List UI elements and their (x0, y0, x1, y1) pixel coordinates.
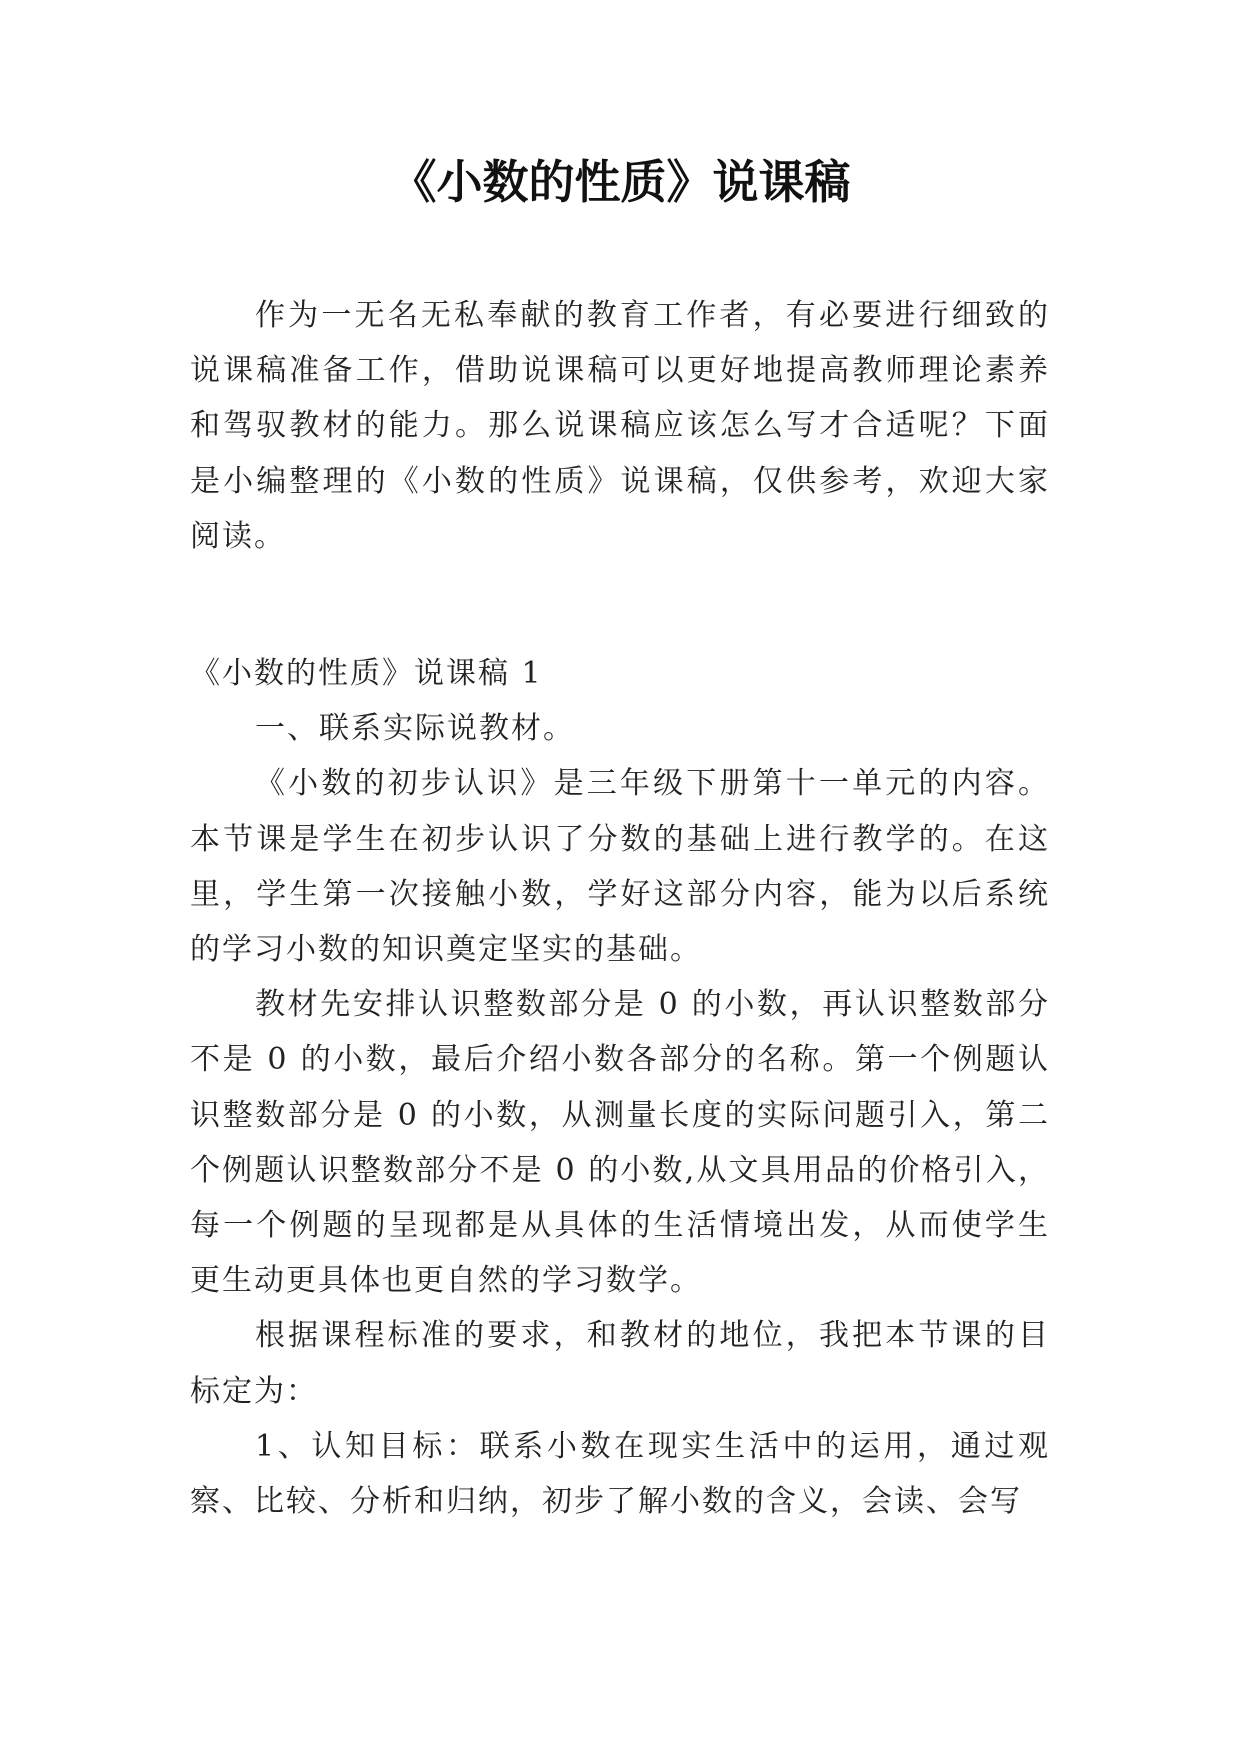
part-heading: 一、联系实际说教材。 (255, 711, 575, 747)
body-paragraph-2: 教材先安排认识整数部分是 0 的小数，再认识整数部分不是 0 的小数，最后介绍小数各部分的名称。第一个例题认识整数部分是 0 的小数，从测量长度的实际问题引入，第二个例题认识整数部分不是 0 的小数,从文具用品的价格引入，每一个例题的呈现都是从具体的生活情境出发，从而使学生更生动更具体也更自然的学习数学。 (190, 987, 1050, 1299)
body-paragraph-4: 1、认知目标：联系小数在现实生活中的运用，通过观察、比较、分析和归纳，初步了解小数的含义，会读、会写 (190, 1428, 1050, 1520)
body-paragraph-1: 《小数的初步认识》是三年级下册第十一单元的内容。本节课是学生在初步认识了分数的基础上进行教学的。在这里，学生第一次接触小数，学好这部分内容，能为以后系统的学习小数的知识奠定坚实的基础。 (190, 766, 1050, 968)
document-body (190, 288, 1050, 1529)
section-title: 《小数的性质》说课稿 1 (190, 656, 543, 692)
body-paragraph-3: 根据课程标准的要求，和教材的地位，我把本节课的目标定为： (190, 1318, 1050, 1409)
document-title: 《小数的性质》说课稿 (390, 155, 851, 209)
intro-paragraph: 作为一无名无私奉献的教育工作者，有必要进行细致的说课稿准备工作，借助说课稿可以更好地提高教师理论素养和驾驭教材的能力。那么说课稿应该怎么写才合适呢？下面是小编整理的《小数的性质》说课稿，仅供参考，欢迎大家阅读。 (190, 298, 1050, 554)
